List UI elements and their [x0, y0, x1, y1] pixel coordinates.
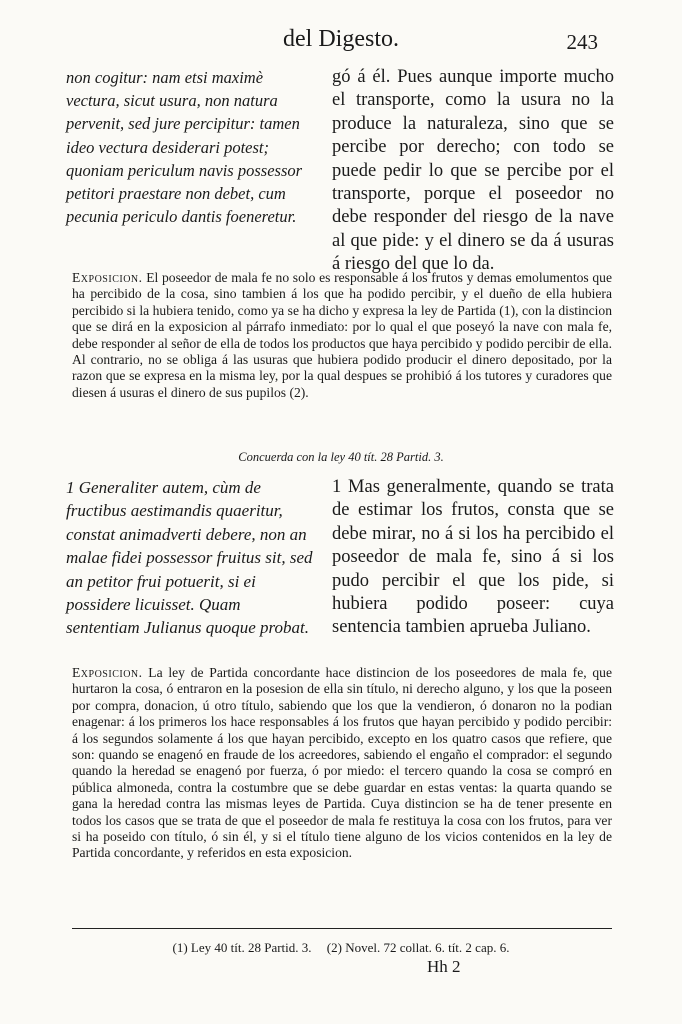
parallel-text-2: [66, 476, 614, 640]
signature-mark: Hh 2: [427, 957, 461, 976]
page-header: [0, 26, 682, 58]
footnote-rule: [72, 928, 612, 929]
footnote-1: (1) Ley 40 tít. 28 Partid. 3.: [172, 940, 312, 955]
spanish-text-2: 1 Mas generalmente, quando se trata de estimar los frutos, consta que se debe mirar, no á si los ha percibido el poseedor de mala fe, sino á si los pudo percibir el que los pide, si hubiera podido poseer: cuya sentencia tambien aprueba Juliano.: [332, 477, 614, 638]
exposition-lead: Exposicion.: [72, 270, 143, 285]
exposition-2: [72, 665, 612, 862]
footnote-2: (2) Novel. 72 collat. 6. tít. 2 cap. 6.: [326, 940, 510, 955]
page-number: 243: [566, 30, 598, 54]
concordance-note: Concuerda con la ley 40 tít. 28 Partid. 3.: [238, 450, 444, 464]
running-title: del Digesto.: [283, 26, 399, 52]
parallel-text-1: [66, 66, 614, 277]
exposition-lead: Exposicion.: [72, 665, 143, 680]
exposition-text: La ley de Partida concordante hace distincion de los poseedores de mala fe, que hurtaron la cosa, ó entraron en la posesion de ella sin título, ni derecho alguno, y los que la poseen por compra, donacion, ú otro título, sabiendo que los que la vendieron, ó donaron no la podian enagenar: á los primeros los hace responsables á los frutos que hayan percibido y podido percibir: á los segundos solamente á los que hayan percibido, excepto en los quatro casos que refiere, que son: quando se enagenó en fraude de los acreedores, sabiendo el engaño el comprador: el segundo quando la heredad se enagenó por fuerza, ó por miedo: el tercero quando la cosa se compró en pública almoneda, contra la costumbre que se debe guardar en estas ventas: la quarta quando se gana la heredad contra las mismas leyes de Partida. Cuya distincion se ha de tener presente en todos los casos que se trata de que el poseedor de mala fe restituya la cosa con los frutos, para ver si ha poseido con título, ó sin él, y si el título tiene alguno de los vicios contenidos en la ley de Partida concordante, y referidos en esta exposicion.: [72, 665, 612, 861]
spanish-text-1: gó á él. Pues aunque importe mucho el transporte, como la usura no la produce la naturaleza, sino que se percibe por derecho; con todo se puede pedir lo que se percibe por el transporte, porque el poseedor no debe responder del riesgo de la nave al que pide: y el dinero se da á usuras á riesgo del que lo da.: [332, 67, 614, 275]
footnotes: [0, 940, 682, 956]
exposition-text: El poseedor de mala fe no solo es responsable á los frutos y demas emolumentos que ha percibido de la cosa, sino tambien á los que ha podido percibir, y el dueño de ella hubiera percibido si la hubiera tenido, como ya se ha dicho y expresa la ley de Partida (1), con la distincion que se dirá en la exposicion al párrafo inmediato: por lo qual el que poseyó la nave con mala fe, debe responder al señor de ella de todos los productos que haya percibido y podido percibir de ella. Al contrario, no se obliga á las usuras que hubiera podido producir el dinero depositado, por la razon que se expresa en la misma ley, por la qual despues se prohibió á los tutores y curadores que diesen á usuras el dinero de sus pupilos (2).: [72, 270, 612, 400]
latin-text-1: non cogitur: nam etsi maximè vectura, sicut usura, non natura pervenit, sed jure percipitur: tamen ideo vectura desiderari potest; quoniam periculum navis possessor petitori praestare non debet, cum pecunia periculo dantis foeneretur.: [66, 68, 303, 227]
latin-text-2: 1 Generaliter autem, cùm de fructibus aestimandis quaeritur, constat animadverti debere, non an malae fidei possessor fruitus sit, sed an petitor frui potuerit, si ei possidere licuisset. Quam sententiam Julianus quoque probat.: [66, 478, 313, 638]
exposition-1: [72, 270, 612, 401]
